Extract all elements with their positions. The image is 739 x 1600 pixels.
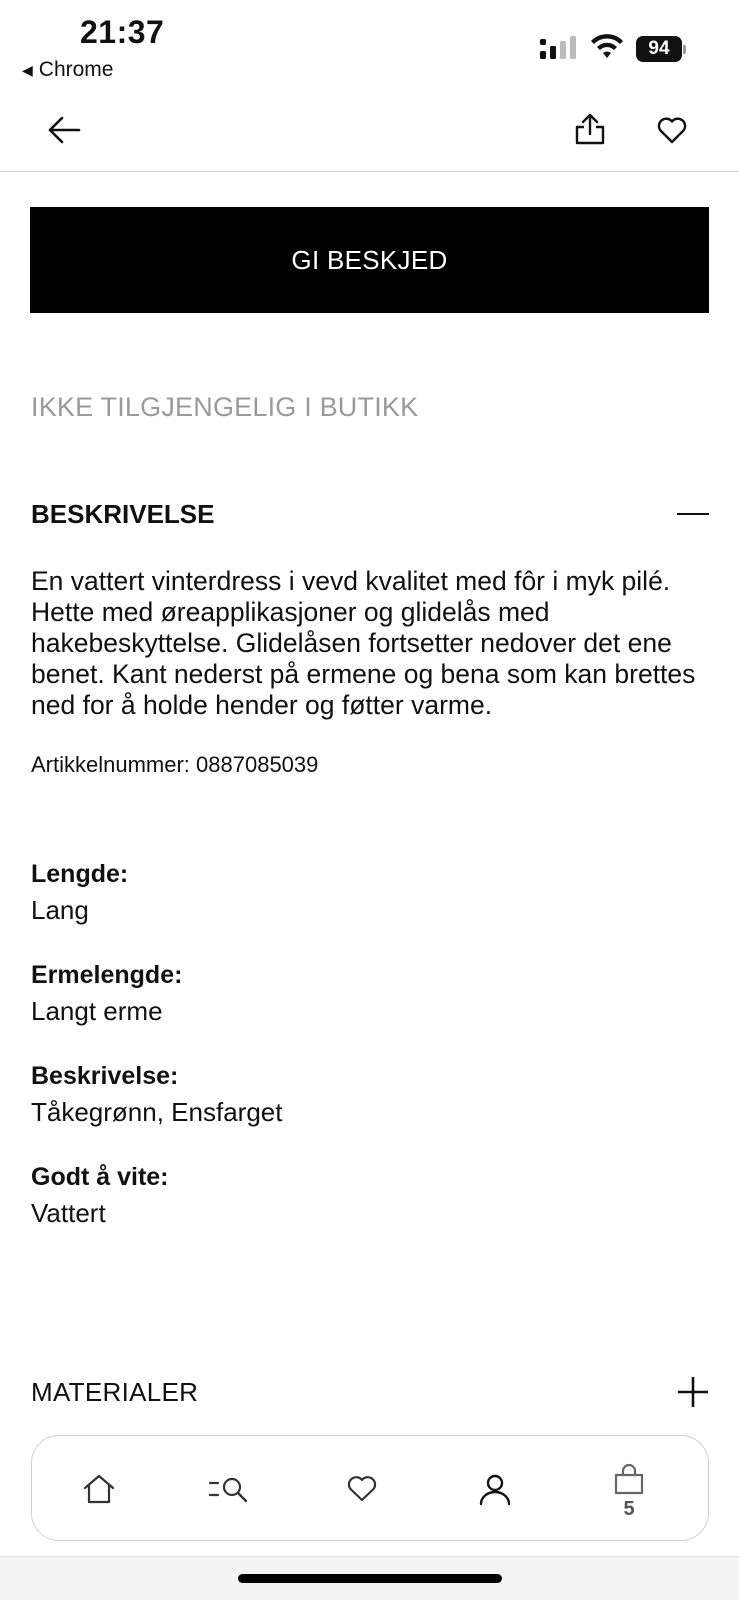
back-triangle-icon: ◀ [22, 61, 33, 78]
materials-header[interactable] [31, 1370, 709, 1414]
bag-count-badge: 5 [623, 1498, 635, 1520]
attribute-label: Ermelengde: [31, 961, 183, 989]
battery-level: 94 [636, 36, 682, 62]
bag-icon [612, 1463, 646, 1497]
attribute-value: Langt erme [31, 996, 163, 1026]
attribute-good-to-know [31, 1160, 169, 1232]
battery-nub [683, 45, 686, 54]
status-time: 21:37 [80, 14, 165, 50]
attribute-sleeve-length [31, 958, 182, 1030]
home-indicator[interactable] [238, 1574, 502, 1583]
favorites-icon [346, 1474, 378, 1504]
attribute-label: Lengde: [31, 860, 129, 888]
description-text: En vattert vinterdress i vevd kvalitet med fôr i myk pilé. Hette med øreapplikasjoner og glidelås med hakebeskyttelse. Glidelåsen fortsetter nedover det ene benet. Kant nederst på ermene og bena som kan brettes ned for å holde hender og føtter varme. [31, 566, 696, 720]
back-arrow-icon [47, 115, 81, 145]
tab-bag[interactable] [594, 1436, 664, 1542]
materials-title: MATERIALER [31, 1376, 199, 1407]
share-button[interactable] [570, 108, 610, 150]
minus-icon[interactable] [677, 513, 709, 515]
favorite-button[interactable] [652, 110, 692, 150]
back-to-app-link[interactable] [22, 58, 113, 82]
heart-icon [656, 115, 688, 145]
account-icon [478, 1472, 512, 1506]
description-header[interactable] [31, 494, 709, 534]
attribute-label: Beskrivelse: [31, 1062, 179, 1090]
wifi-icon [590, 34, 624, 62]
bottom-tab-bar [31, 1435, 709, 1541]
battery-indicator [636, 36, 686, 62]
back-button[interactable] [44, 110, 84, 150]
plus-icon[interactable] [677, 1376, 709, 1408]
attribute-length [31, 857, 128, 929]
status-bar [0, 0, 739, 90]
tab-account[interactable] [460, 1436, 530, 1542]
cellular-signal-icon [540, 36, 578, 62]
tab-home[interactable] [64, 1436, 134, 1542]
store-availability-text: IKKE TILGJENGELIG I BUTIKK [31, 392, 419, 422]
notify-me-button[interactable]: GI BESKJED [30, 207, 709, 313]
search-filter-icon [208, 1473, 252, 1505]
top-nav [0, 90, 739, 172]
description-title: BESKRIVELSE [31, 498, 215, 529]
attribute-value: Tåkegrønn, Ensfarget [31, 1097, 283, 1127]
tab-favorites[interactable] [327, 1436, 397, 1542]
attribute-value: Lang [31, 895, 89, 925]
attribute-label: Godt å vite: [31, 1163, 169, 1191]
back-app-label: Chrome [38, 58, 114, 81]
article-number: Artikkelnummer: 0887085039 [31, 752, 319, 777]
share-icon [574, 112, 606, 146]
attribute-value: Vattert [31, 1198, 106, 1228]
attribute-description [31, 1059, 282, 1131]
home-icon [82, 1473, 116, 1505]
tab-search[interactable] [195, 1436, 265, 1542]
